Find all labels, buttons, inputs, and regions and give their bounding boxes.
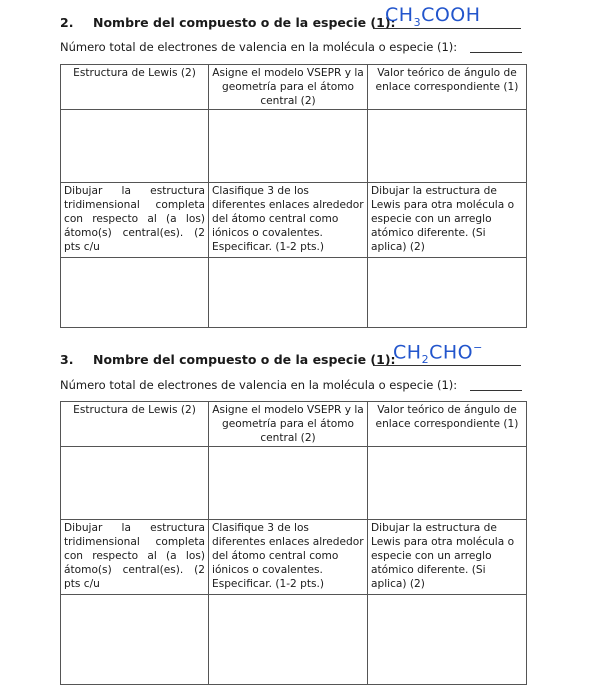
header-vsepr: Asigne el modelo VSEPR y la geometría para el átomo central (2) [209, 402, 368, 447]
answer-cell-alt-lewis[interactable] [368, 595, 527, 685]
instruction-3d: Dibujar la estructura tridimensional completa con respecto al (a los) átomo(s) central(es). (2 pts c/u [61, 183, 209, 258]
instruction-3d: Dibujar la estructura tridimensional completa con respecto al (a los) átomo(s) central(es). (2 pts c/u [61, 520, 209, 595]
header-row [61, 402, 527, 447]
valence-answer-line[interactable] [470, 52, 522, 53]
answer-row [61, 258, 527, 328]
answer-cell-bonds[interactable] [209, 595, 368, 685]
valence-prompt: Número total de electrones de valencia en la molécula o especie (1): [60, 378, 458, 392]
section-3-heading [60, 352, 396, 367]
instruction-bonds: Clasifique 3 de los diferentes enlaces alrededor del átomo central como iónicos o covalentes. Especificar. (1-2 pts.) [209, 183, 368, 258]
section-3-table [60, 401, 527, 685]
section-2-heading [60, 15, 396, 30]
compound-name-answer: $CH_2CHO^-$ [393, 341, 483, 367]
instruction-row [61, 520, 527, 595]
section-title: Nombre del compuesto o de la especie (1): [93, 352, 396, 367]
header-row [61, 65, 527, 110]
answer-cell-alt-lewis[interactable] [368, 258, 527, 328]
section-title: Nombre del compuesto o de la especie (1): [93, 15, 396, 30]
header-angle: Valor teórico de ángulo de enlace correspondiente (1) [368, 65, 527, 110]
instruction-row [61, 183, 527, 258]
section-number: 3. [60, 352, 74, 367]
section-number: 2. [60, 15, 74, 30]
answer-cell-vsepr[interactable] [209, 110, 368, 183]
header-angle: Valor teórico de ángulo de enlace correspondiente (1) [368, 402, 527, 447]
compound-name-answer: $CH_3COOH$ [385, 4, 481, 29]
section-2-table [60, 64, 527, 328]
answer-cell-bonds[interactable] [209, 258, 368, 328]
answer-cell-3d[interactable] [61, 258, 209, 328]
answer-cell-vsepr[interactable] [209, 447, 368, 520]
instruction-alt-lewis: Dibujar la estructura de Lewis para otra molécula o especie con un arreglo atómico diferente. (Si aplica) (2) [368, 520, 527, 595]
answer-cell-3d[interactable] [61, 595, 209, 685]
header-vsepr: Asigne el modelo VSEPR y la geometría para el átomo central (2) [209, 65, 368, 110]
header-lewis: Estructura de Lewis (2) [61, 402, 209, 447]
answer-row [61, 595, 527, 685]
answer-cell-lewis[interactable] [61, 447, 209, 520]
answer-cell-lewis[interactable] [61, 110, 209, 183]
valence-answer-line[interactable] [470, 390, 522, 391]
header-lewis: Estructura de Lewis (2) [61, 65, 209, 110]
instruction-bonds: Clasifique 3 de los diferentes enlaces alrededor del átomo central como iónicos o covalentes. Especificar. (1-2 pts.) [209, 520, 368, 595]
answer-cell-angle[interactable] [368, 447, 527, 520]
valence-prompt: Número total de electrones de valencia en la molécula o especie (1): [60, 40, 458, 54]
answer-row [61, 447, 527, 520]
answer-row [61, 110, 527, 183]
answer-cell-angle[interactable] [368, 110, 527, 183]
instruction-alt-lewis: Dibujar la estructura de Lewis para otra molécula o especie con un arreglo atómico diferente. (Si aplica) (2) [368, 183, 527, 258]
